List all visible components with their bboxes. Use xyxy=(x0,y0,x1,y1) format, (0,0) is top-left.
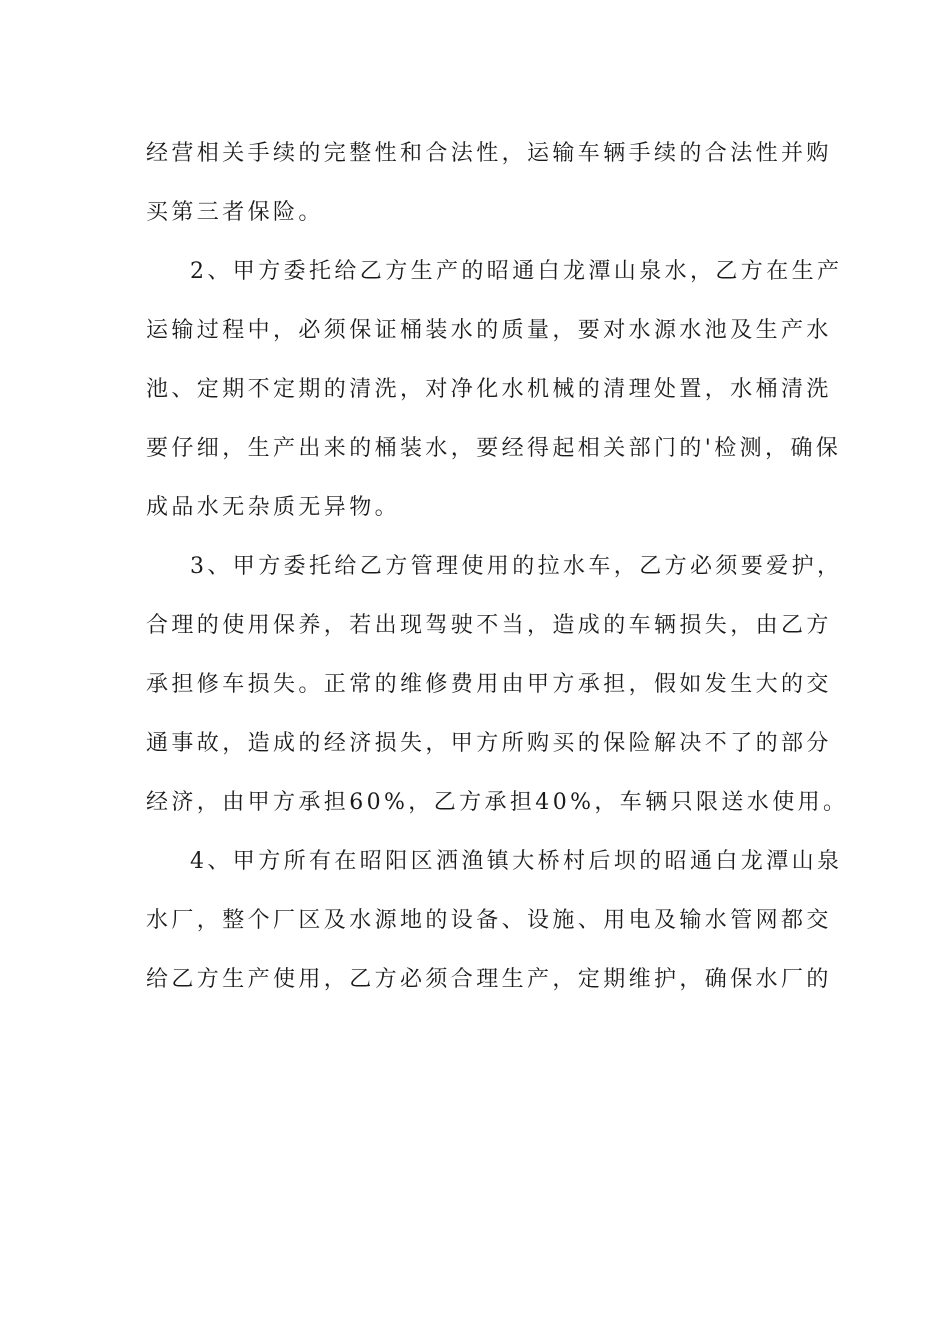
text-line: 买第三者保险。 xyxy=(146,200,324,225)
text-line: 运输过程中，必须保证桶装水的质量，要对水源水池及生产水 xyxy=(146,318,832,343)
text-line: 经营相关手续的完整性和合法性，运输车辆手续的合法性并购 xyxy=(146,141,832,166)
text-line: 要仔细，生产出来的桶装水，要经得起相关部门的'检测，确保 xyxy=(146,436,842,461)
paragraph-3-start: 3、甲方委托给乙方管理使用的拉水车，乙方必须要爱护， xyxy=(190,554,843,579)
text-line: 经济，由甲方承担60%，乙方承担40%，车辆只限送水使用。 xyxy=(146,790,849,815)
text-line: 承担修车损失。正常的维修费用由甲方承担，假如发生大的交 xyxy=(146,672,832,697)
paragraph-4-start: 4、甲方所有在昭阳区洒渔镇大桥村后坝的昭通白龙潭山泉 xyxy=(190,849,843,874)
paragraph-2-start: 2、甲方委托给乙方生产的昭通白龙潭山泉水，乙方在生产 xyxy=(190,259,843,284)
text-line: 给乙方生产使用，乙方必须合理生产，定期维护，确保水厂的 xyxy=(146,967,832,992)
text-line: 池、定期不定期的清洗，对净化水机械的清理处置，水桶清洗 xyxy=(146,377,832,402)
text-line: 水厂，整个厂区及水源地的设备、设施、用电及输水管网都交 xyxy=(146,908,832,933)
document-body xyxy=(146,128,849,1013)
text-line: 合理的使用保养，若出现驾驶不当，造成的车辆损失，由乙方 xyxy=(146,613,832,638)
text-line: 通事故，造成的经济损失，甲方所购买的保险解决不了的部分 xyxy=(146,731,832,756)
text-line: 成品水无杂质无异物。 xyxy=(146,495,401,520)
